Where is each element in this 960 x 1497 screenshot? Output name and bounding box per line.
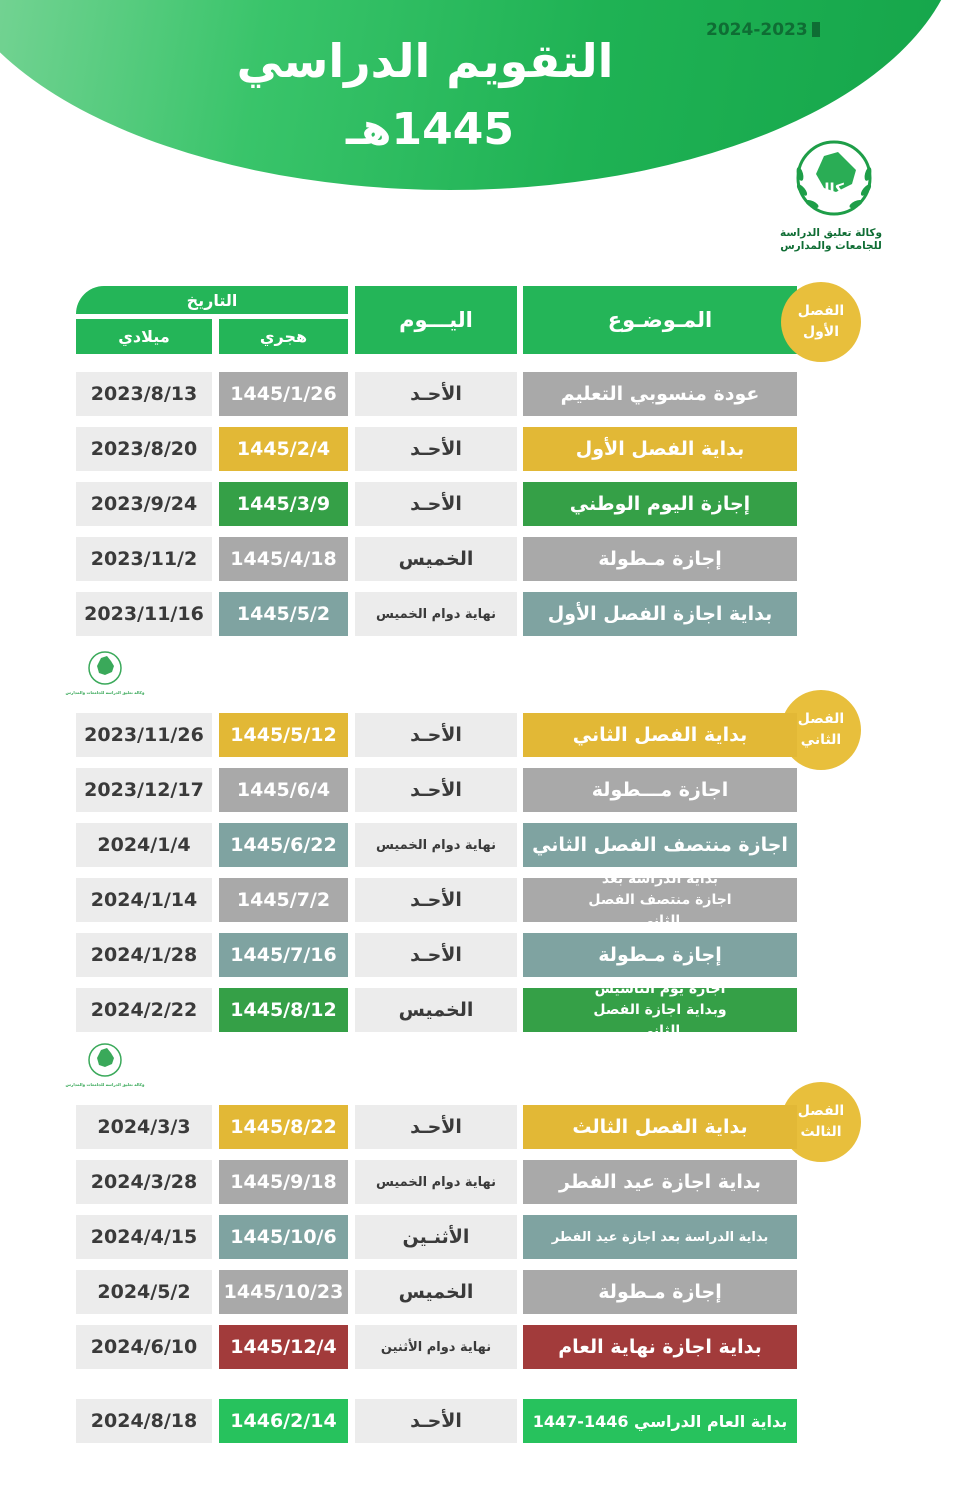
hijri-date: 1445/12/4: [219, 1325, 348, 1369]
gregorian-date: 2024/5/2: [76, 1270, 212, 1314]
day-cell: الأحـد: [355, 372, 517, 416]
topic-cell: اجازة منتصف الفصل الثاني: [523, 823, 797, 867]
gregorian-date: 2023/8/20: [76, 427, 212, 471]
column-header-gregorian: ميلادي: [76, 319, 212, 354]
hijri-date: 1445/1/26: [219, 372, 348, 416]
gregorian-date: 2023/8/13: [76, 372, 212, 416]
topic-cell: إجازة اليوم الوطني: [523, 482, 797, 526]
day-cell: الخميس: [355, 537, 517, 581]
hijri-date: 1445/2/4: [219, 427, 348, 471]
topic-cell: بداية اجازة عيد الفطر: [523, 1160, 797, 1204]
hijri-date: 1445/8/22: [219, 1105, 348, 1149]
topic-cell: بداية الفصل الأول: [523, 427, 797, 471]
agency-logo-icon: [786, 134, 882, 222]
column-header-topic: المـوضـوع: [523, 286, 797, 354]
gregorian-date: 2024/3/3: [76, 1105, 212, 1149]
hijri-date: 1445/4/18: [219, 537, 348, 581]
gregorian-date: 2024/8/18: [76, 1399, 212, 1443]
hijri-date: 1445/6/22: [219, 823, 348, 867]
day-cell: نهاية دوام الخميس: [355, 592, 517, 636]
topic-cell: بداية الفصل الثالث: [523, 1105, 797, 1149]
column-header-day: اليـــوم: [355, 286, 517, 354]
year-range: 2024-2023: [706, 20, 820, 40]
column-header-hijri: هجري: [219, 319, 348, 354]
hijri-date: 1445/5/12: [219, 713, 348, 757]
page-subtitle: 1445هـ: [345, 104, 514, 155]
column-header-date: التاريخ: [76, 286, 348, 314]
day-cell: الأحـد: [355, 427, 517, 471]
day-cell: الأحـد: [355, 933, 517, 977]
topic-cell: اجازة يوم التأسيس وبداية اجازة الفصل الثاني: [523, 988, 797, 1032]
day-cell: الأثنـين: [355, 1215, 517, 1259]
gregorian-date: 2024/2/22: [76, 988, 212, 1032]
hijri-date: 1445/6/4: [219, 768, 348, 812]
hijri-date: 1445/5/2: [219, 592, 348, 636]
day-cell: الخميس: [355, 1270, 517, 1314]
topic-cell: إجازة مـطولة: [523, 537, 797, 581]
topic-cell: بداية الدراسة بعد اجازة منتصف الفصل الثاني: [523, 878, 797, 922]
day-cell: نهاية دوام الخميس: [355, 823, 517, 867]
semester-badge-2: الفصل الثاني: [781, 690, 861, 770]
day-cell: الأحـد: [355, 713, 517, 757]
hijri-date: 1445/7/2: [219, 878, 348, 922]
gregorian-date: 2023/11/26: [76, 713, 212, 757]
day-cell: الأحـد: [355, 482, 517, 526]
mini-logo-icon: [65, 1040, 145, 1094]
topic-cell: بداية اجازة الفصل الأول: [523, 592, 797, 636]
gregorian-date: 2023/12/17: [76, 768, 212, 812]
hijri-date: 1445/8/12: [219, 988, 348, 1032]
gregorian-date: 2023/11/2: [76, 537, 212, 581]
topic-cell: بداية الفصل الثاني: [523, 713, 797, 757]
topic-cell: إجازة مـطولة: [523, 933, 797, 977]
agency-name-line2: للجامعات والمدارس: [780, 240, 882, 252]
day-cell: الخميس: [355, 988, 517, 1032]
hijri-date: 1445/10/6: [219, 1215, 348, 1259]
day-cell: الأحـد: [355, 878, 517, 922]
agency-name: [770, 227, 892, 253]
day-cell: الأحـد: [355, 768, 517, 812]
hijri-date: 1445/7/16: [219, 933, 348, 977]
agency-name-line1: وكالة تعليق الدراسة: [779, 227, 883, 239]
topic-cell: عودة منسوبي التعليم: [523, 372, 797, 416]
hijri-date: 1445/10/23: [219, 1270, 348, 1314]
mini-logo-text: وكالة تعليق الدراسة للجامعات والمدارس: [65, 1082, 145, 1087]
gregorian-date: 2023/11/16: [76, 592, 212, 636]
gregorian-date: 2024/4/15: [76, 1215, 212, 1259]
topic-cell: بداية الدراسة بعد اجازة عيد الفطر: [523, 1215, 797, 1259]
gregorian-date: 2024/3/28: [76, 1160, 212, 1204]
hijri-date: 1446/2/14: [219, 1399, 348, 1443]
gregorian-date: 2024/1/14: [76, 878, 212, 922]
topic-cell: بداية العام الدراسي 1446-1447: [523, 1399, 797, 1443]
mini-logo-icon: [65, 648, 145, 702]
day-cell: نهاية دوام الخميس: [355, 1160, 517, 1204]
hijri-date: 1445/9/18: [219, 1160, 348, 1204]
gregorian-date: 2023/9/24: [76, 482, 212, 526]
semester-badge-3: الفصل الثالث: [781, 1082, 861, 1162]
topic-cell: بداية اجازة نهاية العام: [523, 1325, 797, 1369]
page-title: التقويم الدراسي: [236, 34, 614, 88]
topic-cell: اجازة مـــطولة: [523, 768, 797, 812]
gregorian-date: 2024/1/28: [76, 933, 212, 977]
mini-logo-text: وكالة تعليق الدراسة للجامعات والمدارس: [65, 690, 145, 695]
day-cell: نهاية دوام الأثنين: [355, 1325, 517, 1369]
logo-word: وكالة: [814, 180, 854, 198]
gregorian-date: 2024/6/10: [76, 1325, 212, 1369]
hijri-date: 1445/3/9: [219, 482, 348, 526]
day-cell: الأحـد: [355, 1399, 517, 1443]
semester-badge-1: الفصل الأول: [781, 282, 861, 362]
gregorian-date: 2024/1/4: [76, 823, 212, 867]
topic-cell: إجازة مـطولة: [523, 1270, 797, 1314]
day-cell: الأحـد: [355, 1105, 517, 1149]
